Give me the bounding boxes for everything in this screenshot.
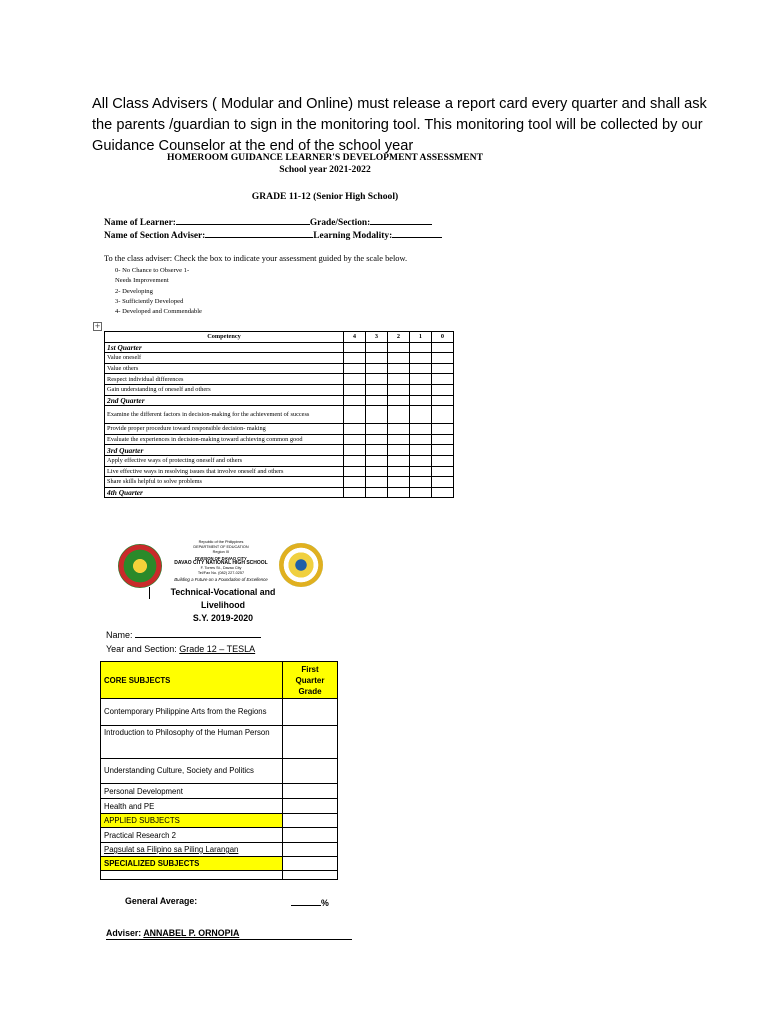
scale-line: Needs Improvement — [115, 277, 169, 285]
check-cell[interactable] — [366, 395, 388, 406]
general-average-field[interactable] — [291, 896, 321, 906]
check-cell[interactable] — [388, 406, 410, 424]
table-row — [101, 726, 338, 759]
scale-line: 0- No Chance to Observe 1- — [115, 267, 190, 274]
check-cell[interactable] — [410, 353, 432, 364]
subject-label: Introduction to Philosophy of the Human Person — [101, 726, 283, 759]
subject-label: Pagsulat sa Filipino sa Piling Larangan — [101, 843, 283, 857]
check-cell[interactable] — [432, 445, 454, 456]
check-cell[interactable] — [410, 406, 432, 424]
competency-label: Share skills helpful to solve problems — [105, 477, 344, 488]
check-cell[interactable] — [432, 342, 454, 353]
learner-label: Name of Learner: — [104, 218, 176, 228]
check-cell[interactable] — [344, 477, 366, 488]
competency-label: Examine the different factors in decision-making for the achievement of success — [105, 406, 344, 424]
quarter-label: 3rd Quarter — [105, 445, 344, 456]
competency-label: Provide proper procedure toward responsible decision- making — [105, 424, 344, 435]
school-seal-icon — [279, 543, 323, 587]
table-row — [101, 871, 338, 880]
core-subjects-header: CORE SUBJECTS — [101, 662, 283, 699]
check-cell[interactable] — [344, 434, 366, 445]
grade-cell[interactable] — [283, 871, 338, 880]
letterhead-line: Tel/Fax No. (082) 227-0257 — [197, 571, 245, 576]
grades-table — [100, 661, 338, 880]
letterhead-line: Region XI — [212, 550, 230, 555]
col-header: 2 — [388, 332, 410, 343]
check-cell[interactable] — [432, 353, 454, 364]
subject-label: Understanding Culture, Society and Politics — [101, 759, 283, 784]
specialized-subjects-header: SPECIALIZED SUBJECTS — [101, 857, 283, 871]
check-cell[interactable] — [344, 424, 366, 435]
quarter-label: 2nd Quarter — [105, 395, 344, 406]
check-cell[interactable] — [388, 434, 410, 445]
check-cell[interactable] — [366, 477, 388, 488]
table-row — [105, 353, 454, 364]
check-cell[interactable] — [344, 363, 366, 374]
check-cell[interactable] — [410, 434, 432, 445]
table-row — [105, 424, 454, 435]
check-cell[interactable] — [388, 445, 410, 456]
competency-label: Value others — [105, 363, 344, 374]
subject-label: Contemporary Philippine Arts from the Regions — [101, 699, 283, 726]
assessment-school-year: School year 2021-2022 — [279, 164, 371, 175]
letterhead-line: F. Torres St., Davao City — [200, 566, 242, 571]
assessment-title: HOMEROOM GUIDANCE LEARNER'S DEVELOPMENT ASSESSMENT — [167, 152, 483, 163]
check-cell[interactable] — [432, 487, 454, 498]
quarter-row — [105, 395, 454, 406]
check-cell[interactable] — [366, 384, 388, 395]
grade-section-label: Grade/Section: — [309, 218, 371, 228]
col-header: 0 — [432, 332, 454, 343]
check-cell[interactable] — [410, 455, 432, 466]
col-header: 3 — [366, 332, 388, 343]
competency-header: Competency — [105, 332, 344, 343]
check-cell[interactable] — [432, 384, 454, 395]
table-row — [101, 759, 338, 784]
assessment-grade: GRADE 11-12 (Senior High School) — [251, 191, 399, 202]
adviser-row — [106, 928, 352, 940]
intro-paragraph: All Class Advisers ( Modular and Online) must release a report card every quarter and shall ask the parents /guardian to sign in the monitoring tool. This monitoring tool will be collected by our Guidance Counselor at the end of the school year — [92, 96, 707, 154]
name-label: Name: — [106, 630, 133, 640]
check-cell[interactable] — [388, 455, 410, 466]
letterhead-line: Republic of the Philippines — [198, 540, 244, 544]
check-cell[interactable] — [366, 363, 388, 374]
assessment-instruction: To the class adviser: Check the box to indicate your assessment guided by the scale below. — [104, 254, 408, 263]
adviser-label: Name of Section Adviser: — [104, 231, 206, 241]
report-adviser-label: Adviser: — [106, 928, 142, 938]
quarter-row — [105, 342, 454, 353]
report-card-school-year: S.Y. 2019-2020 — [192, 613, 254, 623]
core-header-row — [101, 662, 338, 699]
assessment-fields — [104, 215, 444, 241]
check-cell[interactable] — [432, 455, 454, 466]
grade-cell[interactable] — [283, 828, 338, 843]
competency-label: Respect individual differences — [105, 374, 344, 385]
table-row — [101, 828, 338, 843]
check-cell[interactable] — [410, 374, 432, 385]
scale-line: 2- Developing — [115, 287, 153, 295]
report-card-title: Technical-Vocational and Livelihood — [170, 587, 276, 610]
check-cell[interactable] — [432, 477, 454, 488]
check-cell[interactable] — [366, 342, 388, 353]
blank-row — [101, 871, 283, 880]
competency-table — [104, 331, 454, 498]
grade-cell[interactable] — [283, 699, 338, 726]
check-cell[interactable] — [344, 353, 366, 364]
rating-scale — [115, 266, 335, 317]
check-cell[interactable] — [366, 455, 388, 466]
school-motto: Building a Future on a Foundation of Excellence — [174, 577, 268, 583]
check-cell[interactable] — [366, 445, 388, 456]
table-row — [105, 466, 454, 477]
check-cell[interactable] — [388, 487, 410, 498]
grade-cell[interactable] — [283, 784, 338, 799]
table-header-row — [105, 332, 454, 343]
check-cell[interactable] — [388, 342, 410, 353]
first-quarter-grade-header: First Quarter Grade — [283, 662, 338, 699]
check-cell[interactable] — [366, 466, 388, 477]
competency-label: Live effective ways in resolving issues that involve oneself and others — [105, 466, 344, 477]
grade-cell[interactable] — [283, 857, 338, 871]
check-cell[interactable] — [432, 466, 454, 477]
grade-section-field[interactable] — [370, 215, 432, 225]
check-cell[interactable] — [366, 353, 388, 364]
competency-label: Value oneself — [105, 353, 344, 364]
applied-subjects-header: APPLIED SUBJECTS — [101, 814, 283, 828]
check-cell[interactable] — [410, 424, 432, 435]
check-cell[interactable] — [388, 374, 410, 385]
check-cell[interactable] — [344, 395, 366, 406]
grade-cell[interactable] — [283, 814, 338, 828]
check-cell[interactable] — [366, 374, 388, 385]
check-cell[interactable] — [410, 384, 432, 395]
report-adviser-name: ANNABEL P. ORNOPIA — [143, 928, 240, 938]
learner-field[interactable] — [176, 215, 310, 225]
check-cell[interactable] — [344, 466, 366, 477]
table-row — [101, 843, 338, 857]
general-average-row — [125, 896, 365, 906]
check-cell[interactable] — [366, 434, 388, 445]
col-header: 1 — [410, 332, 432, 343]
check-cell[interactable] — [432, 374, 454, 385]
check-cell[interactable] — [344, 445, 366, 456]
subject-label: Personal Development — [101, 784, 283, 799]
check-cell[interactable] — [410, 395, 432, 406]
check-cell[interactable] — [410, 466, 432, 477]
scale-line: 4- Developed and Commendable — [115, 308, 202, 316]
student-info — [106, 628, 356, 656]
competency-label: Apply effective ways of protecting oneself and others — [105, 455, 344, 466]
check-cell[interactable] — [410, 477, 432, 488]
text-cursor — [149, 587, 150, 599]
check-cell[interactable] — [344, 342, 366, 353]
check-cell[interactable] — [344, 374, 366, 385]
letterhead — [168, 540, 274, 583]
plus-square-icon[interactable]: + — [94, 322, 101, 330]
check-cell[interactable] — [344, 487, 366, 498]
modality-field[interactable] — [392, 228, 442, 238]
table-row — [105, 455, 454, 466]
grade-cell[interactable] — [283, 726, 338, 759]
quarter-label: 1st Quarter — [105, 342, 344, 353]
check-cell[interactable] — [432, 406, 454, 424]
col-header: 4 — [344, 332, 366, 343]
table-row — [101, 784, 338, 799]
check-cell[interactable] — [388, 466, 410, 477]
percent-sign: % — [321, 898, 329, 908]
year-section-label: Year and Section: — [106, 644, 177, 654]
table-row — [105, 434, 454, 445]
subject-label: Health and PE — [101, 799, 283, 814]
deped-seal-icon — [118, 544, 162, 588]
year-section-value: Grade 12 – TESLA — [179, 644, 256, 654]
check-cell[interactable] — [432, 363, 454, 374]
modality-label: Learning Modality: — [313, 231, 393, 241]
quarter-label: 4th Quarter — [105, 487, 344, 498]
specialized-header-row — [101, 857, 338, 871]
check-cell[interactable] — [366, 424, 388, 435]
check-cell[interactable] — [344, 384, 366, 395]
report-card-title-block — [150, 586, 296, 625]
check-cell[interactable] — [366, 487, 388, 498]
competency-label: Gain understanding of oneself and others — [105, 384, 344, 395]
check-cell[interactable] — [432, 395, 454, 406]
subject-label: Practical Research 2 — [101, 828, 283, 843]
table-row — [105, 374, 454, 385]
check-cell[interactable] — [410, 342, 432, 353]
school-name: DAVAO CITY NATIONAL HIGH SCHOOL — [174, 559, 268, 566]
check-cell[interactable] — [388, 395, 410, 406]
adviser-field[interactable] — [205, 228, 313, 238]
quarter-row — [105, 487, 454, 498]
check-cell[interactable] — [344, 406, 366, 424]
table-row — [105, 477, 454, 488]
check-cell[interactable] — [432, 424, 454, 435]
table-row — [105, 363, 454, 374]
grade-cell[interactable] — [283, 799, 338, 814]
table-row — [101, 699, 338, 726]
table-row — [105, 384, 454, 395]
name-field[interactable] — [135, 628, 261, 638]
letterhead-line: DEPARTMENT OF EDUCATION — [193, 545, 249, 550]
quarter-row — [105, 445, 454, 456]
scale-line: 3- Sufficiently Developed — [115, 297, 184, 305]
check-cell[interactable] — [432, 434, 454, 445]
grade-cell[interactable] — [283, 759, 338, 784]
grade-cell[interactable] — [283, 843, 338, 857]
check-cell[interactable] — [388, 353, 410, 364]
competency-label: Evaluate the experiences in decision-making toward achieving common good — [105, 434, 344, 445]
letterhead-line: DIVISION OF DAVAO CITY — [195, 555, 247, 561]
check-cell[interactable] — [410, 445, 432, 456]
table-row — [101, 799, 338, 814]
check-cell[interactable] — [410, 487, 432, 498]
check-cell[interactable] — [344, 455, 366, 466]
check-cell[interactable] — [388, 424, 410, 435]
check-cell[interactable] — [388, 477, 410, 488]
general-average-label: General Average: — [125, 896, 198, 906]
applied-header-row — [101, 814, 338, 828]
check-cell[interactable] — [366, 406, 388, 424]
table-row — [105, 406, 454, 424]
check-cell[interactable] — [388, 384, 410, 395]
check-cell[interactable] — [388, 363, 410, 374]
check-cell[interactable] — [410, 363, 432, 374]
